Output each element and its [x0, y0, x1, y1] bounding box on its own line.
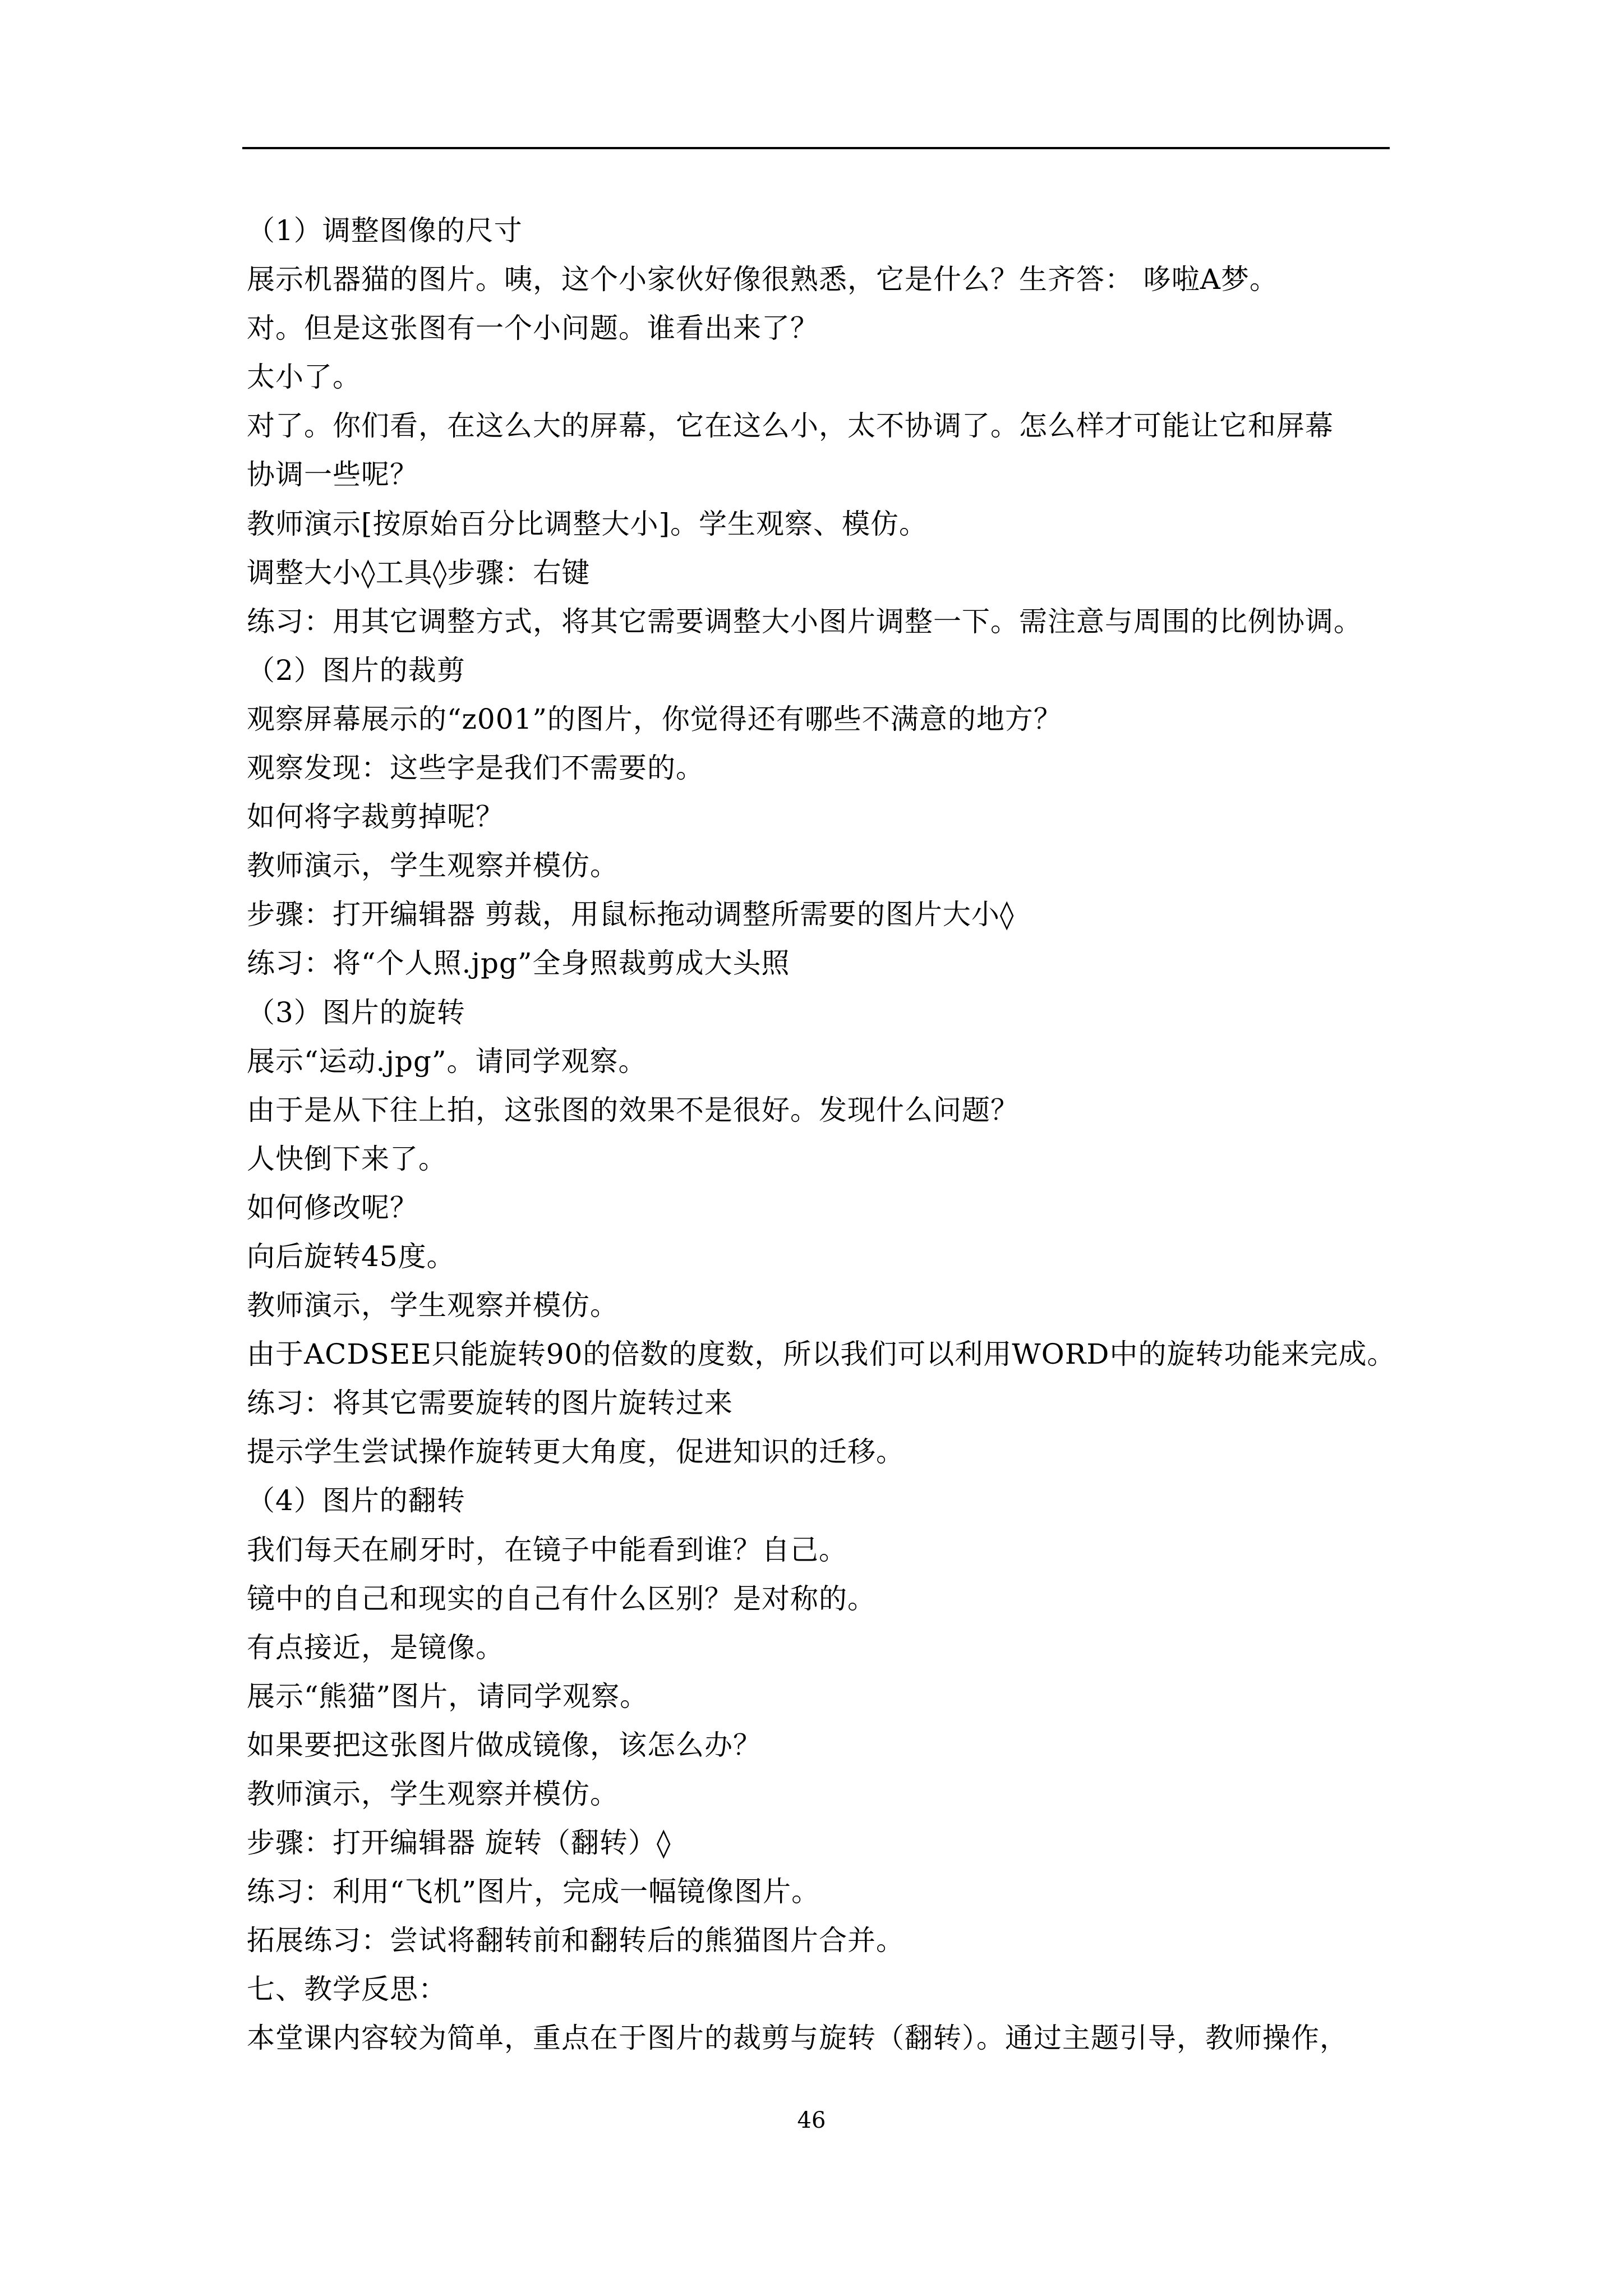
paragraph-line: 太小了。 [247, 361, 361, 394]
paragraph-line: 练习：利用“飞机”图片，完成一幅镜像图片。 [247, 1875, 820, 1908]
paragraph-line: 如何将字裁剪掉呢？ [247, 800, 504, 834]
section-heading-rotate: （3）图片的旋转 [247, 996, 465, 1029]
paragraph-line: 展示机器猫的图片。咦，这个小家伙好像很熟悉，它是什么？生齐答： 哆啦A梦。 [247, 263, 1279, 296]
paragraph-line: 镜中的自己和现实的自己有什么区别？是对称的。 [247, 1582, 876, 1615]
section-heading-resize: （1）调整图像的尺寸 [247, 214, 523, 247]
paragraph-line: 教师演示，学生观察并模仿。 [247, 1778, 619, 1810]
paragraph-line: 观察发现：这些字是我们不需要的。 [247, 752, 704, 785]
paragraph-line: 教师演示[按原始百分比调整大小]。学生观察、模仿。 [247, 507, 928, 540]
paragraph-line: 调整大小◊工具◊步骤：右键 [247, 556, 591, 589]
section-heading-reflection: 七、教学反思： [247, 1973, 447, 2006]
paragraph-line: 练习：用其它调整方式，将其它需要调整大小图片调整一下。需注意与周围的比例协调。 [247, 605, 1362, 638]
paragraph-line: 向后旋转45度。 [247, 1240, 455, 1273]
section-heading-flip: （4）图片的翻转 [247, 1484, 465, 1517]
paragraph-line: 拓展练习：尝试将翻转前和翻转后的熊猫图片合并。 [247, 1924, 905, 1957]
paragraph-line: 步骤：打开编辑器 旋转（翻转）◊ [247, 1826, 671, 1860]
paragraph-line: 对了。你们看，在这么大的屏幕，它在这么小，太不协调了。怎么样才可能让它和屏幕 [247, 409, 1334, 443]
paragraph-line: 人快倒下来了。 [247, 1142, 447, 1175]
paragraph-line: 教师演示，学生观察并模仿。 [247, 1289, 619, 1322]
paragraph-line: 有点接近，是镜像。 [247, 1631, 504, 1664]
paragraph-line: 由于是从下往上拍，这张图的效果不是很好。发现什么问题？ [247, 1093, 1019, 1126]
paragraph-line: 本堂课内容较为简单，重点在于图片的裁剪与旋转（翻转）。通过主题引导，教师操作， [247, 2022, 1348, 2055]
paragraph-line: 对。但是这张图有一个小问题。谁看出来了？ [247, 312, 819, 345]
section-heading-crop: （2）图片的裁剪 [247, 654, 465, 687]
paragraph-line: 如何修改呢？ [247, 1191, 418, 1224]
header-rule [242, 147, 1390, 149]
paragraph-line: 我们每天在刷牙时，在镜子中能看到谁？自己。 [247, 1533, 847, 1566]
paragraph-line: 提示学生尝试操作旋转更大角度，促进知识的迁移。 [247, 1435, 905, 1469]
paragraph-line: 观察屏幕展示的“z001”的图片，你觉得还有哪些不满意的地方？ [247, 702, 1062, 735]
page-number: 46 [797, 2108, 826, 2133]
paragraph-line: 练习：将“个人照.jpg”全身照裁剪成大头照 [247, 947, 790, 980]
paragraph-line: 步骤：打开编辑器 剪裁，用鼠标拖动调整所需要的图片大小◊ [247, 898, 1015, 931]
paragraph-line: 如果要把这张图片做成镜像，该怎么办？ [247, 1728, 762, 1761]
paragraph-line: 练习：将其它需要旋转的图片旋转过来 [247, 1387, 733, 1420]
paragraph-line: 教师演示，学生观察并模仿。 [247, 849, 619, 882]
paragraph-line: 协调一些呢？ [247, 458, 418, 491]
document-body [247, 206, 1396, 2063]
paragraph-line: 展示“熊猫”图片，请同学观察。 [247, 1680, 649, 1713]
paragraph-line: 展示“运动.jpg”。请同学观察。 [247, 1045, 647, 1078]
paragraph-line: 由于ACDSEE只能旋转90的倍数的度数，所以我们可以利用WORD中的旋转功能来完成。 [247, 1338, 1396, 1371]
